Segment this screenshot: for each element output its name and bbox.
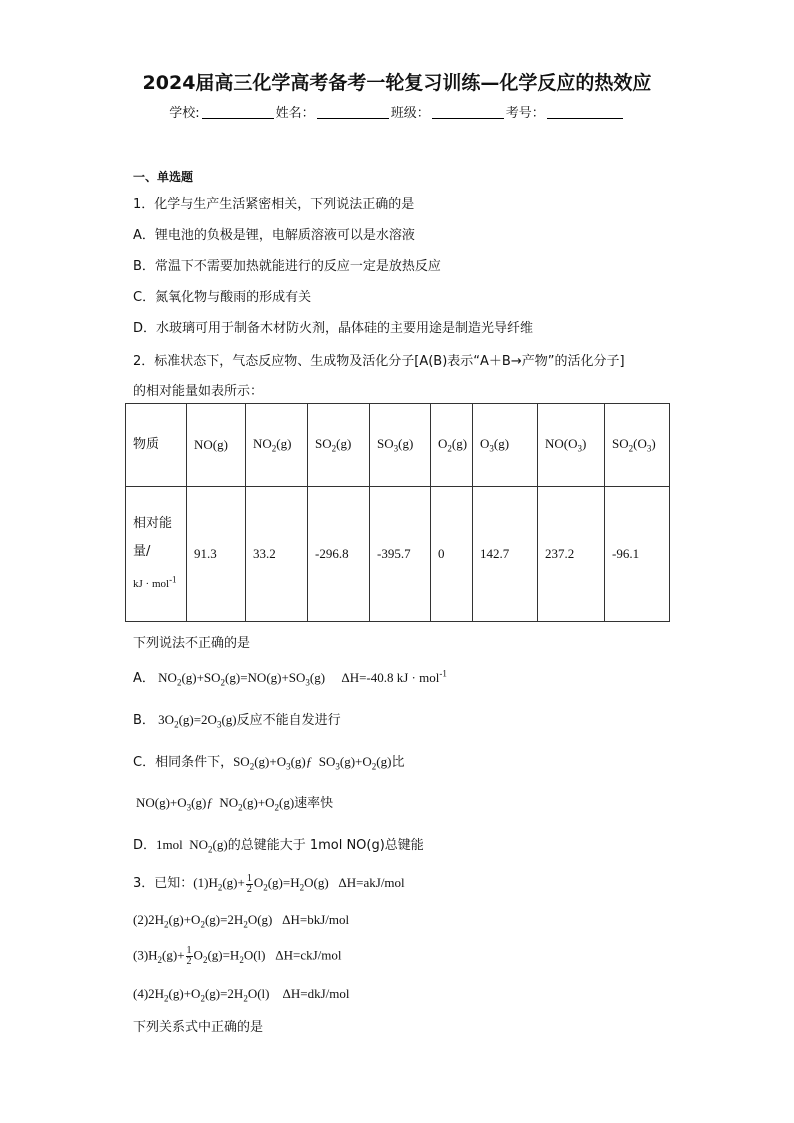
q1-option-a: A．锂电池的负极是锂，电解质溶液可以是水溶液 — [133, 228, 415, 243]
name-label: 姓名： — [275, 106, 315, 121]
q2-stem-line2: 的相对能量如表所示： — [133, 384, 264, 399]
class-blank[interactable] — [432, 106, 504, 119]
table-cell: 142.7 — [473, 487, 538, 622]
col-no: NO(g) — [187, 404, 246, 487]
table-cell: -395.7 — [370, 487, 431, 622]
fraction-half: $\frac{1}{2}$ — [246, 872, 252, 895]
table-cell: 0 — [431, 487, 473, 622]
table-cell: 33.2 — [246, 487, 308, 622]
q1-option-b: B．常温下不需要加热就能进行的反应一定是放热反应 — [133, 259, 441, 274]
row-header-energy: 相对能 量/ kJ · mol$^{-1}$ — [126, 487, 187, 622]
table-value-row — [126, 487, 670, 622]
q2-option-a: A． $NO_2(g)+SO_2(g)=NO(g)+SO_3(g)$ ΔH=-40.8 kJ · mol$^{-1}$ — [133, 668, 447, 688]
q3-equation-1: 3．已知：$(1)H_2(g)+$ $\frac{1}{2}$ $O_2(g)=H_2O(g)$ ΔH=akJ/mol — [133, 872, 405, 895]
q3-question: 下列关系式中正确的是 — [133, 1020, 264, 1035]
col-o3: $O_3(g)$ — [473, 404, 538, 487]
school-blank[interactable] — [202, 106, 274, 119]
q2-question: 下列说法不正确的是 — [133, 636, 251, 651]
q3-equation-4: $(4)2H_2(g)+O_2(g)=2H_2O(l)$ ΔH=dkJ/mol — [133, 986, 350, 1004]
q2-option-c-line1: C．相同条件下，$SO_2(g)+O_3(g)ƒ$ $SO_3(g)+O_2(g)$比 — [133, 754, 405, 772]
row-header-substance: 物质 — [126, 404, 187, 487]
col-so2: $SO_2(g)$ — [308, 404, 370, 487]
number-label: 考号： — [505, 106, 545, 121]
page-title: 2024届高三化学高考备考一轮复习训练—化学反应的热效应 — [142, 72, 652, 94]
q1-option-c: C．氮氧化物与酸雨的形成有关 — [133, 290, 312, 305]
col-no2: $NO_2(g)$ — [246, 404, 308, 487]
section-heading: 一、单选题 — [133, 170, 194, 184]
col-o2: $O_2(g)$ — [431, 404, 473, 487]
table-cell: 237.2 — [538, 487, 605, 622]
q2-option-c-line2: $NO(g)+O_3(g)ƒ$ $NO_2(g)+O_2(g)$速率快 — [136, 795, 334, 813]
q3-equation-3: $(3)H_2(g)+$ $\frac{1}{2}$ $O_2(g)=H_2O(l)$ ΔH=ckJ/mol — [133, 945, 342, 967]
class-label: 班级： — [390, 106, 430, 121]
table-cell: 91.3 — [187, 487, 246, 622]
table-cell: -296.8 — [308, 487, 370, 622]
col-no-o3: $NO(O_3)$ — [538, 404, 605, 487]
number-blank[interactable] — [547, 106, 623, 119]
col-so3: $SO_3(g)$ — [370, 404, 431, 487]
name-blank[interactable] — [317, 106, 389, 119]
col-so2-o3: $SO_2(O_3)$ — [605, 404, 670, 487]
fraction-half: $\frac{1}{2}$ — [186, 945, 192, 967]
q2-stem-line1: 2．标准状态下，气态反应物、生成物及活化分子[A(B)表示“A＋B→产物”的活化分子] — [133, 354, 625, 369]
q2-option-b: B． $3O_2(g)=2O_3(g)$反应不能自发进行 — [133, 712, 341, 730]
student-info-line — [0, 102, 794, 121]
table-header-row — [126, 404, 670, 487]
q2-option-d: D．1mol $NO_2(g)$的总键能大于 1mol NO(g)总键能 — [133, 837, 424, 855]
school-label: 学校: — [169, 106, 200, 121]
q3-equation-2: $(2)2H_2(g)+O_2(g)=2H_2O(g)$ ΔH=bkJ/mol — [133, 912, 350, 930]
table-cell: -96.1 — [605, 487, 670, 622]
q1-option-d: D．水玻璃可用于制备木材防火剂，晶体硅的主要用途是制造光导纤维 — [133, 321, 534, 336]
q1-stem: 1．化学与生产生活紧密相关，下列说法正确的是 — [133, 197, 415, 212]
relative-energy-table — [125, 403, 670, 622]
